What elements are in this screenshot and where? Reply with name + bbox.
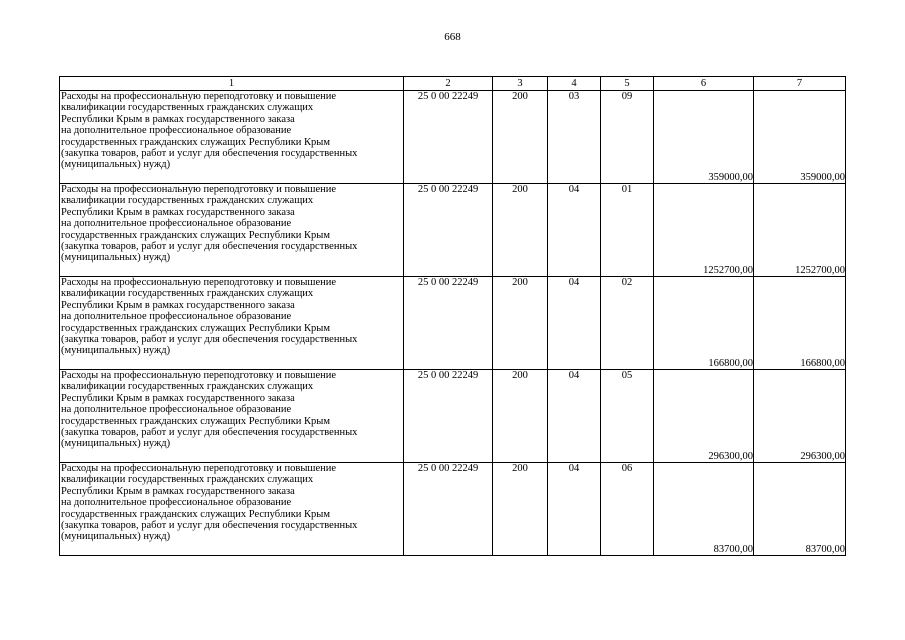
target-article-code: 25 0 00 22249 <box>404 277 493 370</box>
table-row <box>60 370 846 463</box>
section-code: 04 <box>548 463 601 556</box>
amount-column-6: 166800,00 <box>654 277 754 370</box>
column-header-5: 5 <box>601 77 654 91</box>
subsection-code: 09 <box>601 91 654 184</box>
amount-column-7: 83700,00 <box>754 463 846 556</box>
section-code: 04 <box>548 184 601 277</box>
column-header-1: 1 <box>60 77 404 91</box>
column-header-7: 7 <box>754 77 846 91</box>
page-number: 668 <box>444 31 461 43</box>
amount-column-7: 1252700,00 <box>754 184 846 277</box>
target-article-code: 25 0 00 22249 <box>404 463 493 556</box>
header-row <box>60 77 846 91</box>
subsection-code: 01 <box>601 184 654 277</box>
subsection-code: 05 <box>601 370 654 463</box>
amount-column-6: 1252700,00 <box>654 184 754 277</box>
table-row <box>60 91 846 184</box>
expense-name: Расходы на профессиональную переподготовку и повышение квалификации государственных гражданских служащих Республики Крым в рамках государственного заказа на дополнительное профессиональное образование государственных гражданских служащих Республики Крым (закупка товаров, работ и услуг для обеспечения государственных (муниципальных) нужд) <box>60 277 404 370</box>
table-row <box>60 184 846 277</box>
column-header-3: 3 <box>493 77 548 91</box>
expense-name: Расходы на профессиональную переподготовку и повышение квалификации государственных гражданских служащих Республики Крым в рамках государственного заказа на дополнительное профессиональное образование государственных гражданских служащих Республики Крым (закупка товаров, работ и услуг для обеспечения государственных (муниципальных) нужд) <box>60 184 404 277</box>
subsection-code: 06 <box>601 463 654 556</box>
column-header-4: 4 <box>548 77 601 91</box>
expense-name: Расходы на профессиональную переподготовку и повышение квалификации государственных гражданских служащих Республики Крым в рамках государственного заказа на дополнительное профессиональное образование государственных гражданских служащих Республики Крым (закупка товаров, работ и услуг для обеспечения государственных (муниципальных) нужд) <box>60 91 404 184</box>
amount-column-7: 296300,00 <box>754 370 846 463</box>
amount-column-6: 83700,00 <box>654 463 754 556</box>
column-header-6: 6 <box>654 77 754 91</box>
expense-type-code: 200 <box>493 91 548 184</box>
section-code: 03 <box>548 91 601 184</box>
amount-column-7: 359000,00 <box>754 91 846 184</box>
target-article-code: 25 0 00 22249 <box>404 370 493 463</box>
budget-table <box>59 76 846 556</box>
table-row <box>60 277 846 370</box>
subsection-code: 02 <box>601 277 654 370</box>
section-code: 04 <box>548 370 601 463</box>
amount-column-6: 296300,00 <box>654 370 754 463</box>
expense-name: Расходы на профессиональную переподготовку и повышение квалификации государственных гражданских служащих Республики Крым в рамках государственного заказа на дополнительное профессиональное образование государственных гражданских служащих Республики Крым (закупка товаров, работ и услуг для обеспечения государственных (муниципальных) нужд) <box>60 370 404 463</box>
amount-column-6: 359000,00 <box>654 91 754 184</box>
expense-type-code: 200 <box>493 463 548 556</box>
expense-type-code: 200 <box>493 184 548 277</box>
table-row <box>60 463 846 556</box>
target-article-code: 25 0 00 22249 <box>404 184 493 277</box>
expense-name: Расходы на профессиональную переподготовку и повышение квалификации государственных гражданских служащих Республики Крым в рамках государственного заказа на дополнительное профессиональное образование государственных гражданских служащих Республики Крым (закупка товаров, работ и услуг для обеспечения государственных (муниципальных) нужд) <box>60 463 404 556</box>
column-header-2: 2 <box>404 77 493 91</box>
section-code: 04 <box>548 277 601 370</box>
target-article-code: 25 0 00 22249 <box>404 91 493 184</box>
expense-type-code: 200 <box>493 370 548 463</box>
expense-type-code: 200 <box>493 277 548 370</box>
amount-column-7: 166800,00 <box>754 277 846 370</box>
